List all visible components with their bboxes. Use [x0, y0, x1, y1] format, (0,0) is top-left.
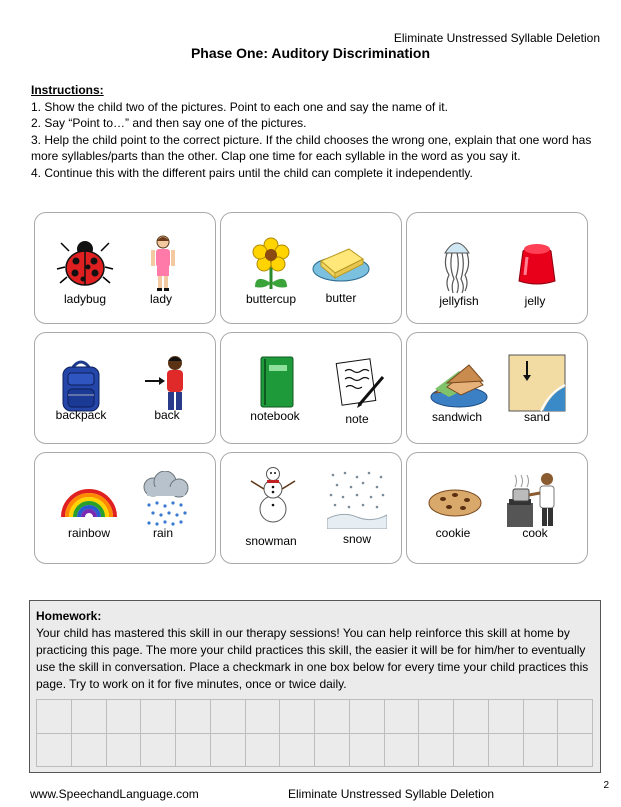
checkmark-box[interactable] — [454, 733, 489, 767]
checkmark-box[interactable] — [419, 733, 454, 767]
word-label: sand — [523, 410, 551, 424]
checkmark-box[interactable] — [558, 700, 593, 734]
word-label: snowman — [245, 534, 297, 548]
homework-heading: Homework: — [36, 609, 102, 623]
homework-text: Your child has mastered this skill in our therapy sessions! You can help reinforce this skill at home by practicing this page. The more your child practices this skill, the easier it will be for him/her to eventually use the skill in conversation. Place a checkmark in one box below for every time your child practices this page. Try to work on it for five minutes, once or twice daily. — [36, 626, 589, 691]
checkmark-box[interactable] — [349, 733, 384, 767]
jellyfish-icon — [427, 235, 487, 295]
checkmark-box[interactable] — [349, 700, 384, 734]
picture-pair-card — [34, 332, 216, 444]
instruction-step: 4. Continue this with the different pairs until the child can complete it independently. — [31, 165, 473, 180]
checkmark-box[interactable] — [71, 733, 106, 767]
jelly-icon — [507, 235, 567, 295]
word-label: ladybug — [63, 292, 107, 306]
notebook-icon — [247, 353, 307, 413]
picture-pair-card — [406, 212, 588, 324]
header-topic: Eliminate Unstressed Syllable Deletion — [393, 31, 600, 45]
word-label: snow — [342, 532, 372, 546]
word-label: sandwich — [431, 410, 483, 424]
checkmark-box[interactable] — [384, 700, 419, 734]
checkmark-box[interactable] — [176, 700, 211, 734]
word-label: note — [345, 412, 369, 426]
checkmark-box[interactable] — [106, 700, 141, 734]
buttercup-icon — [241, 233, 301, 293]
word-label: back — [154, 408, 180, 422]
checkmark-box[interactable] — [176, 733, 211, 767]
checkmark-box[interactable] — [454, 700, 489, 734]
checkmark-box[interactable] — [210, 700, 245, 734]
checkmark-box[interactable] — [384, 733, 419, 767]
checkmark-box[interactable] — [488, 733, 523, 767]
picture-pair-card — [220, 452, 402, 564]
picture-pair-card — [406, 452, 588, 564]
instruction-step: 1. Show the child two of the pictures. Point to each one and say the name of it. — [31, 99, 448, 114]
checkmark-box[interactable] — [523, 700, 558, 734]
checkmark-box[interactable] — [106, 733, 141, 767]
ladybug-icon — [55, 233, 115, 293]
word-label: buttercup — [245, 292, 297, 306]
picture-pair-card — [34, 212, 216, 324]
checkmark-box[interactable] — [71, 700, 106, 734]
cook-icon — [505, 469, 565, 529]
footer-topic: Eliminate Unstressed Syllable Deletion — [288, 787, 495, 801]
checkmark-box[interactable] — [245, 733, 280, 767]
checkmark-box[interactable] — [37, 733, 72, 767]
rain-icon — [135, 471, 195, 531]
sandwich-icon — [429, 357, 489, 417]
word-label: rain — [152, 526, 174, 540]
checkmark-box[interactable] — [245, 700, 280, 734]
footer-website: www.SpeechandLanguage.com — [30, 787, 199, 801]
checkmark-box[interactable] — [315, 733, 350, 767]
instructions — [31, 82, 601, 181]
checkmark-box[interactable] — [280, 700, 315, 734]
word-label: cook — [522, 526, 548, 540]
picture-pair-card — [34, 452, 216, 564]
sand-icon — [507, 353, 567, 413]
word-label: jellyfish — [439, 294, 479, 308]
snow-icon — [327, 469, 387, 529]
checkmark-box[interactable] — [523, 733, 558, 767]
page-title: Phase One: Auditory Discrimination — [190, 45, 431, 61]
instructions-heading: Instructions: — [31, 83, 104, 97]
picture-pair-card — [220, 332, 402, 444]
checkmark-box[interactable] — [315, 700, 350, 734]
backpack-icon — [51, 355, 111, 415]
word-label: cookie — [435, 526, 471, 540]
checkmark-box[interactable] — [141, 733, 176, 767]
rainbow-icon — [59, 473, 119, 533]
word-label: notebook — [250, 409, 300, 423]
butter-icon — [311, 231, 371, 291]
instruction-step: 2. Say “Point to…” and then say one of the pictures. — [31, 116, 307, 130]
back-icon — [141, 353, 201, 413]
word-label: lady — [149, 292, 173, 306]
checkmark-box[interactable] — [280, 733, 315, 767]
note-icon — [329, 355, 389, 415]
checkmark-box[interactable] — [488, 700, 523, 734]
checkmark-box[interactable] — [37, 700, 72, 734]
cookie-icon — [425, 471, 485, 531]
word-label: jelly — [524, 294, 546, 308]
checkmark-grid — [36, 699, 593, 767]
instruction-step: 3. Help the child point to the correct picture. If the child chooses the wrong one, explain that one word has more syllables/parts than the other. Clap one time for each syllable in the word as you say it. — [31, 132, 592, 163]
homework-box — [29, 600, 601, 773]
word-label: backpack — [55, 408, 107, 422]
picture-card-grid — [34, 212, 588, 564]
lady-icon — [133, 233, 193, 293]
page-number: 2 — [603, 780, 609, 791]
word-label: rainbow — [67, 526, 111, 540]
picture-pair-card — [406, 332, 588, 444]
checkmark-box[interactable] — [419, 700, 454, 734]
checkmark-box[interactable] — [141, 700, 176, 734]
checkmark-box[interactable] — [210, 733, 245, 767]
checkmark-box[interactable] — [558, 733, 593, 767]
snowman-icon — [243, 465, 303, 525]
word-label: butter — [325, 291, 357, 305]
picture-pair-card — [220, 212, 402, 324]
